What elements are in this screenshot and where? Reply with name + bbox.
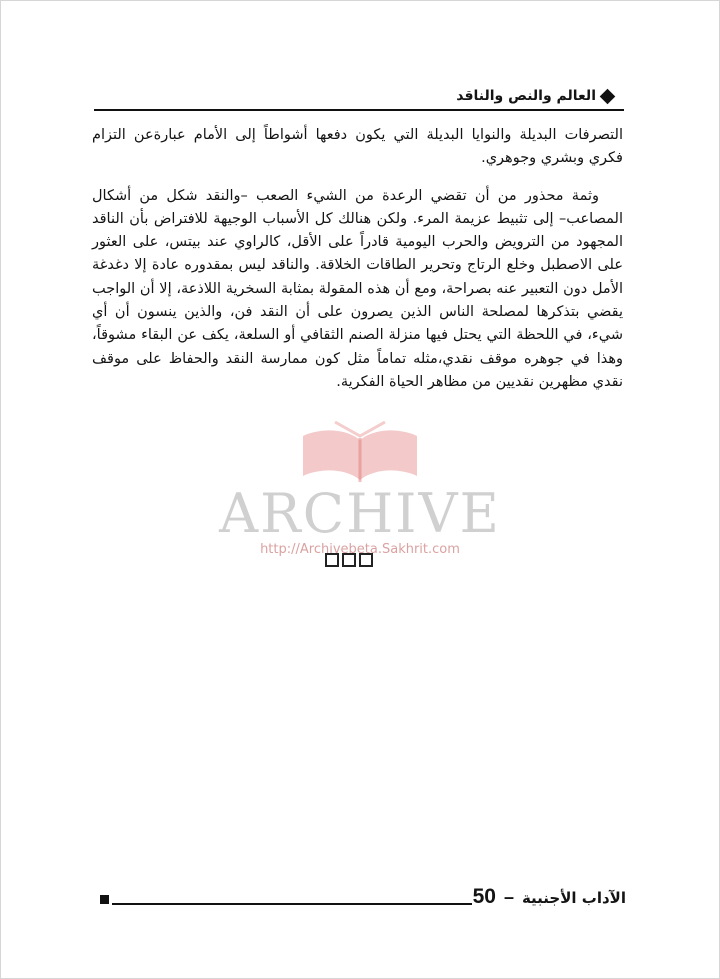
watermark-boxes bbox=[325, 553, 373, 567]
running-header-title: العالم والنص والناقد bbox=[456, 88, 596, 104]
article-body bbox=[92, 124, 623, 394]
watermark-title: ARCHIVE bbox=[219, 482, 501, 545]
header-diamond-icon bbox=[600, 88, 616, 104]
footer-label bbox=[473, 885, 626, 909]
footer-rule bbox=[112, 903, 472, 905]
journal-name: الآداب الأجنبية bbox=[521, 889, 626, 907]
watermark-url: http://Archivebeta.Sakhrit.com bbox=[260, 542, 460, 557]
page-number: 50 bbox=[472, 885, 496, 908]
footer-separator: – bbox=[503, 887, 514, 907]
box-icon bbox=[359, 553, 373, 567]
page-footer bbox=[100, 885, 626, 915]
paragraph-1: التصرفات البديلة والنوايا البديلة التي يكون دفعها أشواطاً إلى الأمام عبارةعن التزام فكري وبشري وجوهري. bbox=[92, 127, 623, 167]
running-header bbox=[456, 88, 613, 104]
footer-square-icon bbox=[100, 895, 109, 904]
box-icon bbox=[325, 553, 339, 567]
box-icon bbox=[342, 553, 356, 567]
header-rule bbox=[94, 109, 624, 111]
paragraph-2: وثمة محذور من أن تقضي الرعدة من الشيء الصعب –والنقد شكل من أشكال المصاعب– إلى تثبيط عزيمة المرء. ولكن هنالك كل الأسباب الوجيهة للافتراض بأن الناقد المجهود من الترويض والحرب اليومية قادراً على الأقل، كالراوي عند بيتس، على العثور على الاصطبل وخلع الرتاج وتحرير الطاقات الخلاقة. والناقد ليس بمقدوره عادة إلا دغدغة الأمل دون التعبير عنه بصراحة، ومع أن هذه المقولة بمثابة السخرية اللاذعة، إلا أن الواجب يقضي بتذكرها لمصلحة الناس الذين يصرون على أن النقد فن، والذين ينسون أن أي شيء، في اللحظة التي يحتل فيها منزلة الصنم الثقافي أو السلعة، يكف عن البقاء مشوقاً، وهذا في جوهره موقف نقدي،مثله تماماً مثل كون ممارسة النقد والحفاظ على موقف نقدي مظهرين نقديين من مظاهر الحياة الفكرية. bbox=[92, 187, 623, 390]
